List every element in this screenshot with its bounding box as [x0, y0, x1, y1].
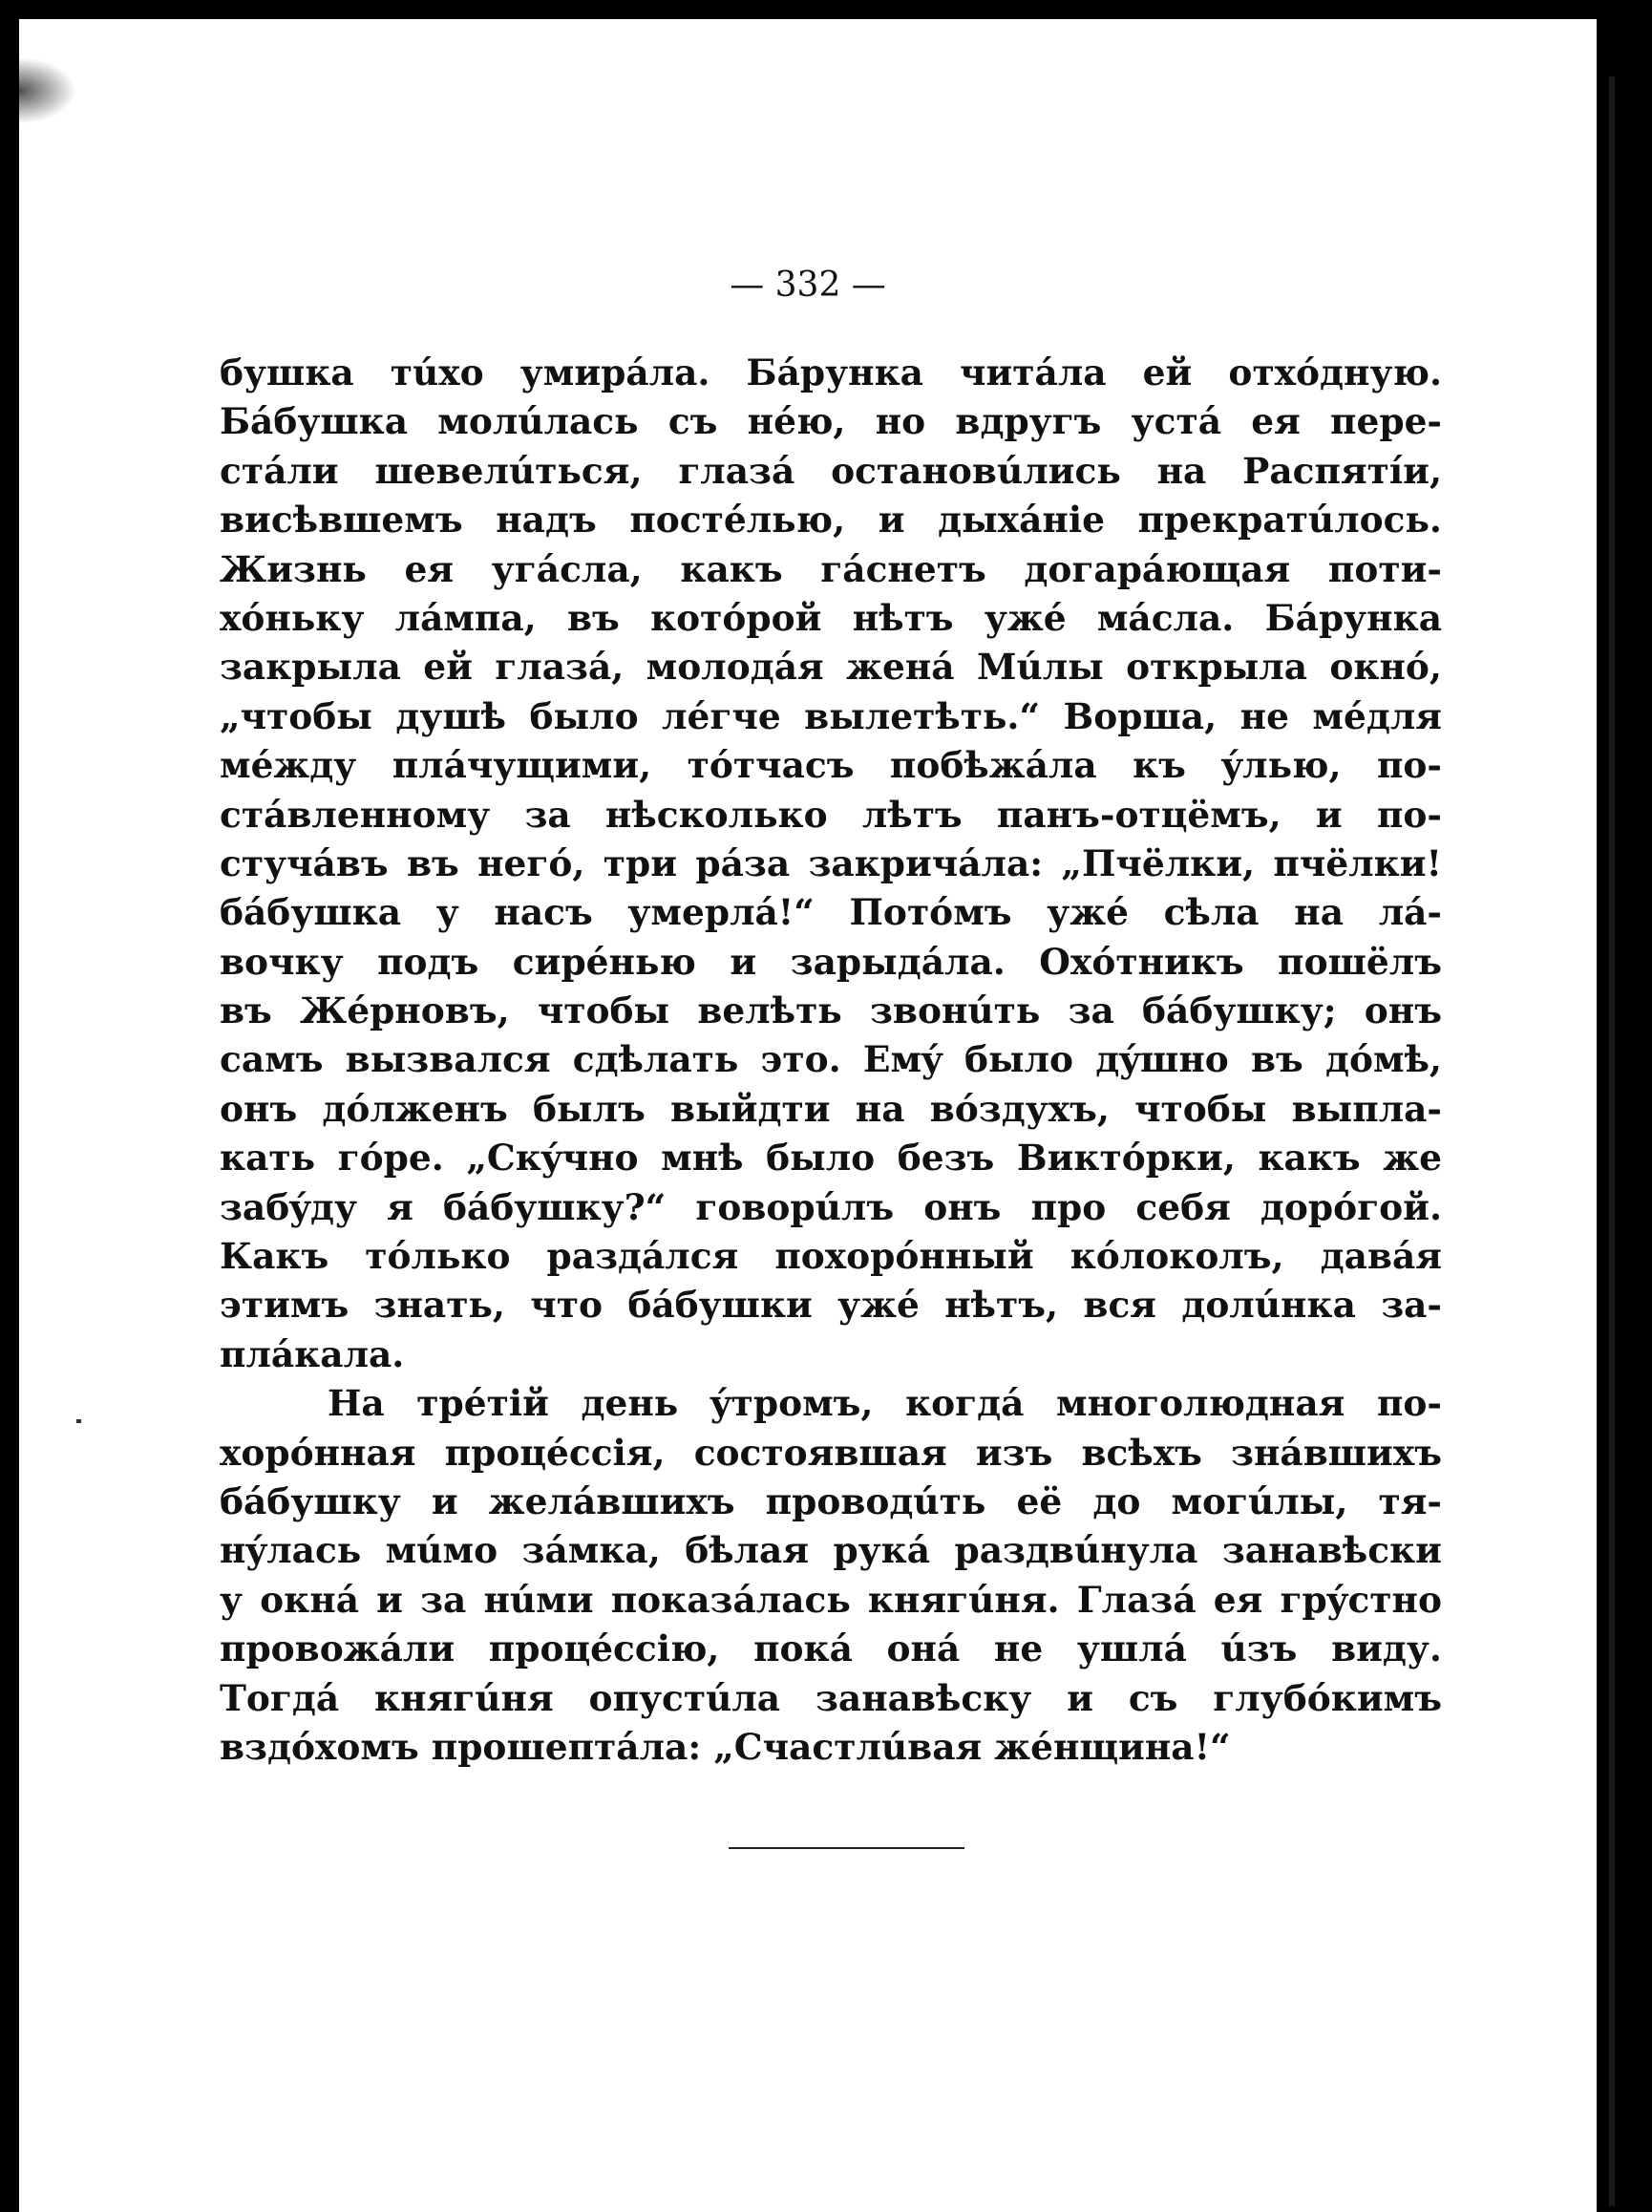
text-line: Тогдá княгúня опустúла занавѣску и съ глубóкимъ: [220, 1676, 1442, 1719]
text-line: хóньку лáмпа, въ котóрой нѣтъ ужé мáсла. Бáрунка: [220, 596, 1442, 639]
text-line: стáли шевелúться, глазá остановúлись на Распятíи,: [220, 449, 1442, 492]
text-line: забýду я бáбушку?“ говорúлъ онъ про себя дорóгой.: [220, 1185, 1442, 1228]
end-rule: [729, 1847, 964, 1849]
text-line: бушка тúхо умирáла. Бáрунка читáла ей отхóдную.: [220, 351, 1442, 393]
text-line: бáбушку и желáвшихъ проводúть её до могúлы, тя-: [220, 1479, 1442, 1522]
text-line: самъ вызвался сдѣлать это. Емý было дýшно въ дóмѣ,: [220, 1038, 1442, 1081]
page-edge-shadow: [19, 57, 76, 124]
text-line: стучáвъ въ негó, три рáза закричáла: „Пчёлки, пчёлки!: [220, 841, 1442, 884]
text-line: Какъ тóлько раздáлся похорóнный кóлоколъ, давáя: [220, 1235, 1442, 1278]
text-line: плáкала.: [220, 1332, 405, 1375]
text-line: кать гóре. „Скýчно мнѣ было безъ Виктóрки, какъ же: [220, 1137, 1442, 1180]
text-line: провожáли процéссiю, покá онá не ушлá úзъ виду.: [220, 1627, 1442, 1670]
text-line: этимъ знать, что бáбушки ужé нѣтъ, вся долúнка за-: [220, 1284, 1442, 1327]
text-line: Бáбушка молúлась съ нéю, но вдругъ устá ея пере-: [220, 400, 1442, 443]
text-line: онъ дóлженъ былъ выйдти на вóздухъ, чтобы выпла-: [220, 1087, 1442, 1130]
text-line: вочку подъ сирéнью и зарыдáла. Охóтникъ пошёлъ: [220, 940, 1442, 983]
text-line: нýлась мúмо зáмка, бѣлая рукá раздвúнула занавѣски: [220, 1529, 1442, 1572]
book-page: [19, 19, 1597, 2212]
text-line: вздóхомъ прошептáла: „Счастлúвая жéнщина!“: [220, 1725, 1231, 1768]
text-line: хорóнная процéссiя, состоявшая изъ всѣхъ знáвшихъ: [220, 1431, 1442, 1474]
text-line: Жизнь ея угáсла, какъ гáснетъ догарáющая поти-: [220, 547, 1442, 590]
page-edge-line: [1609, 76, 1615, 2206]
margin-mark: [76, 1419, 81, 1423]
text-line: бáбушка у насъ умерлá!“ Потóмъ ужé сѣла на лá-: [220, 891, 1442, 934]
page-number: — 332 —: [730, 266, 886, 305]
text-line: мéжду плáчущими, тóтчасъ побѣжáла къ ýлью, по-: [220, 744, 1442, 787]
text-line: На трéтiй день ýтромъ, когдá многолюдная по-: [328, 1382, 1442, 1425]
text-line: висѣвшемъ надъ постéлью, и дыхáнiе прекратúлось.: [220, 499, 1442, 542]
paragraph-1: [220, 349, 1442, 1379]
text-line: стáвленному за нѣсколько лѣтъ панъ-отцёмъ, и по-: [220, 793, 1442, 836]
text-line: въ Жéрновъ, чтобы велѣть звонúть за бáбушку; онъ: [220, 989, 1442, 1032]
text-line: закрыла ей глазá, молодáя женá Мúлы открыла окнó,: [220, 646, 1442, 689]
paragraph-2: [220, 1379, 1442, 1772]
text-line: у окнá и за нúми показáлась княгúня. Глазá ея грýстно: [220, 1578, 1442, 1621]
body-text: [220, 349, 1442, 1772]
text-line: „чтобы душѣ было лéгче вылетѣть.“ Ворша, не мéдля: [220, 694, 1442, 737]
